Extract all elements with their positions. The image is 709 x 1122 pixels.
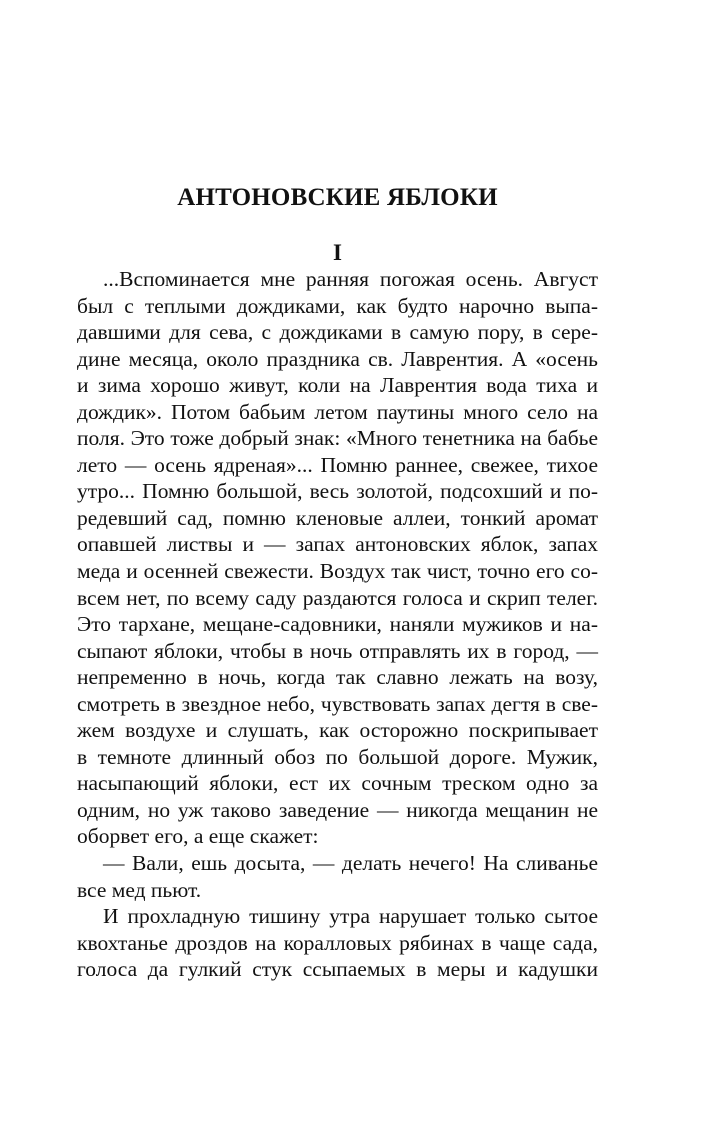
text-line: — Вали, ешь досыта, — делать нечего! На сливанье	[103, 851, 598, 876]
text-line: и зима хорошо живут, коли на Лаврентия вода тиха и	[77, 373, 598, 398]
text-line: голоса да гулкий стук ссыпаемых в меры и кадушки	[77, 957, 598, 982]
text-line: И прохладную тишину утра нарушает только сытое	[103, 904, 598, 929]
text-line: в темноте длинный обоз по большой дороге. Мужик,	[77, 744, 598, 769]
text-line: поля. Это тоже добрый знак: «Много тенетника на бабье	[77, 426, 598, 451]
text-line: жем воздухе и слушать, как осторожно поскрипывает	[77, 718, 598, 743]
text-line: Это тархане, мещане-садовники, наняли мужиков и на-	[77, 612, 598, 637]
text-line: оборвет его, а еще скажет:	[77, 824, 319, 849]
text-line: давшими для сева, с дождиками в самую пору, в сере-	[77, 320, 598, 345]
text-line: опавшей листвы и — запах антоновских яблок, запах	[77, 532, 598, 557]
text-line: квохтанье дроздов на коралловых рябинах в чаще сада,	[77, 930, 598, 955]
text-line: смотреть в звездное небо, чувствовать запах дегтя в све-	[77, 691, 598, 716]
text-line: насыпающий яблоки, ест их сочным треском одно за	[77, 771, 598, 796]
text-line: был с теплыми дождиками, как будто нарочно выпа-	[77, 293, 598, 318]
text-line: меда и осенней свежести. Воздух так чист, точно его со-	[77, 559, 598, 584]
text-line: все мед пьют.	[77, 877, 202, 902]
text-line: одним, но уж таково заведение — никогда мещанин не	[77, 797, 598, 822]
body-text	[77, 266, 598, 983]
story-title: АНТОНОВСКИЕ ЯБЛОКИ	[177, 184, 498, 211]
chapter-number: I	[333, 240, 342, 265]
text-line: сыпают яблоки, чтобы в ночь отправлять их в город, —	[77, 638, 598, 663]
text-line: ...Вспоминается мне ранняя погожая осень. Август	[103, 267, 598, 291]
text-line: дождик». Потом бабьим летом паутины много село на	[77, 399, 598, 424]
text-line: всем нет, по всему саду раздаются голоса и скрип телег.	[77, 585, 598, 610]
text-line: лето — осень ядреная»... Помню раннее, свежее, тихое	[77, 452, 598, 477]
text-line: непременно в ночь, когда так славно лежать на возу,	[77, 665, 598, 690]
text-line: редевший сад, помню кленовые аллеи, тонкий аромат	[77, 505, 598, 530]
text-line: утро... Помню большой, весь золотой, подсохший и по-	[77, 479, 598, 504]
text-line: дине месяца, около праздника св. Лаврентия. А «осень	[77, 346, 598, 371]
